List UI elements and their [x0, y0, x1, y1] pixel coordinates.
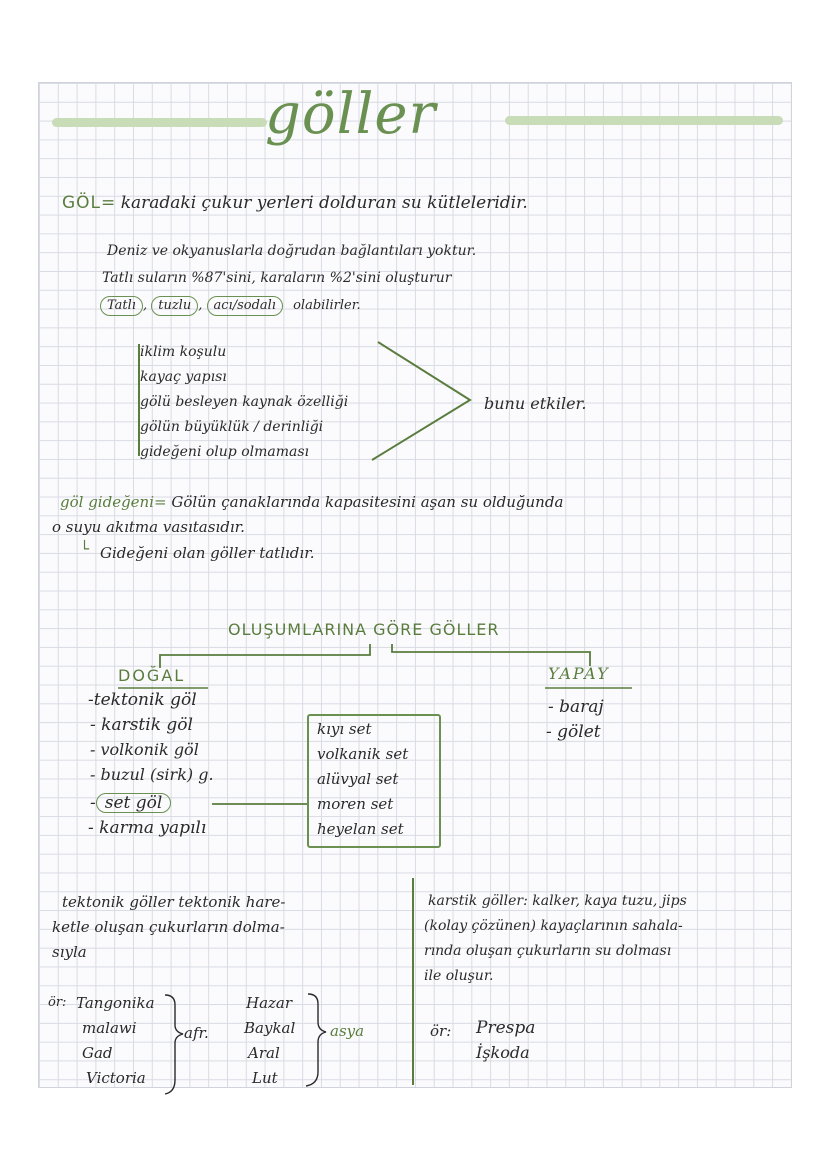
tectonic-example-label: ör:	[48, 995, 67, 1010]
karstic-line: karstik göller: kalker, kaya tuzu, jips	[428, 893, 687, 909]
asia-lake: Aral	[248, 1044, 280, 1062]
definition-text: karadaki çukur yerleri dolduran su kütleleridir.	[120, 193, 528, 213]
karstic-line: (kolay çözünen) kayaçlarının sahala-	[424, 918, 683, 934]
karstic-example: Prespa	[476, 1018, 536, 1038]
set-type: alüvyal set	[317, 770, 399, 788]
set-type: heyelan set	[317, 820, 404, 838]
set-dash: -	[90, 793, 96, 813]
natural-item: - buzul (sirk) g.	[90, 765, 214, 784]
asia-lake: Hazar	[246, 994, 293, 1012]
set-type: volkanik set	[317, 745, 409, 763]
karstic-line: rında oluşan çukurların su dolması	[424, 943, 672, 959]
karstic-line: ile oluşur.	[424, 968, 494, 984]
set-type: moren set	[317, 795, 394, 813]
asia-lake: Lut	[252, 1069, 278, 1087]
africa-lake: Gad	[82, 1044, 113, 1062]
asia-brace	[306, 994, 326, 1086]
africa-lake: malawi	[82, 1019, 137, 1037]
gidegen-note: Gideğeni olan göller tatlıdır.	[100, 544, 315, 562]
gidegen-line-2: o suyu akıtma vasıtasıdır.	[52, 518, 245, 536]
natural-item-set	[90, 793, 171, 813]
gidegen-line1-text: Gölün çanaklarında kapasitesini aşan su olduğunda	[171, 493, 564, 511]
definition-eq: =	[101, 193, 116, 213]
karstic-example-label: ör:	[430, 1022, 452, 1040]
natural-item: -tektonik göl	[88, 690, 197, 710]
factors-chevron	[372, 342, 470, 460]
fact-1: Deniz ve okyanuslarla doğrudan bağlantıları yoktur.	[107, 243, 477, 259]
set-types-box	[307, 714, 441, 848]
tectonic-line: tektonik göller tektonik hare-	[62, 893, 286, 911]
artificial-item: - baraj	[548, 697, 604, 717]
definition-term: GÖL	[62, 193, 102, 213]
type-sep-1: ,	[142, 298, 148, 313]
artificial-label: YAPAY	[548, 664, 610, 683]
set-gol-pill: set göl	[96, 793, 172, 813]
type-pill-3: acı/sodalı	[207, 296, 283, 316]
africa-label: afr.	[184, 1024, 209, 1042]
fact-2: Tatlı suların %87'sini, karaların %2'sini oluşturur	[102, 270, 452, 286]
natural-item: - karstik göl	[90, 715, 193, 735]
tectonic-line: sıyla	[52, 943, 87, 961]
natural-label: DOĞAL	[118, 666, 186, 685]
types-suffix: olabilirler.	[293, 298, 361, 313]
africa-lake: Victoria	[86, 1069, 146, 1087]
factor-item: gideğeni olup olmaması	[140, 444, 310, 460]
artificial-item: - gölet	[546, 722, 601, 742]
gidegen-term: göl gideğeni	[60, 493, 155, 511]
factor-item: kayaç yapısı	[140, 369, 227, 385]
africa-brace	[165, 995, 183, 1094]
classification-heading: OLUŞUMLARINA GÖRE GÖLLER	[228, 620, 500, 639]
type-pill-1: Tatlı	[100, 296, 143, 316]
tectonic-line: ketle oluşan çukurların dolma-	[52, 918, 285, 936]
asia-label: asya	[330, 1022, 365, 1040]
factor-item: gölün büyüklük / derinliği	[140, 419, 324, 435]
set-type: kıyı set	[317, 720, 372, 738]
natural-item: - karma yapılı	[88, 818, 207, 838]
gidegen-eq: =	[154, 493, 167, 511]
factor-item: iklim koşulu	[140, 344, 227, 360]
natural-item: - volkonik göl	[90, 740, 199, 759]
africa-lake: Tangonika	[76, 994, 155, 1012]
gidegen-note-marker: └	[80, 540, 90, 558]
tree-left-branch	[160, 644, 370, 668]
gidegen-line-1	[60, 493, 563, 511]
karstic-example: İşkoda	[476, 1043, 530, 1062]
tree-right-branch	[392, 644, 590, 666]
type-sep-2: ,	[198, 298, 203, 313]
type-pill-2: tuzlu	[151, 296, 198, 316]
asia-lake: Baykal	[244, 1019, 296, 1037]
factors-result: bunu etkiler.	[484, 394, 587, 413]
page-title: göller	[265, 82, 437, 147]
factor-item: gölü besleyen kaynak özelliği	[140, 394, 349, 410]
